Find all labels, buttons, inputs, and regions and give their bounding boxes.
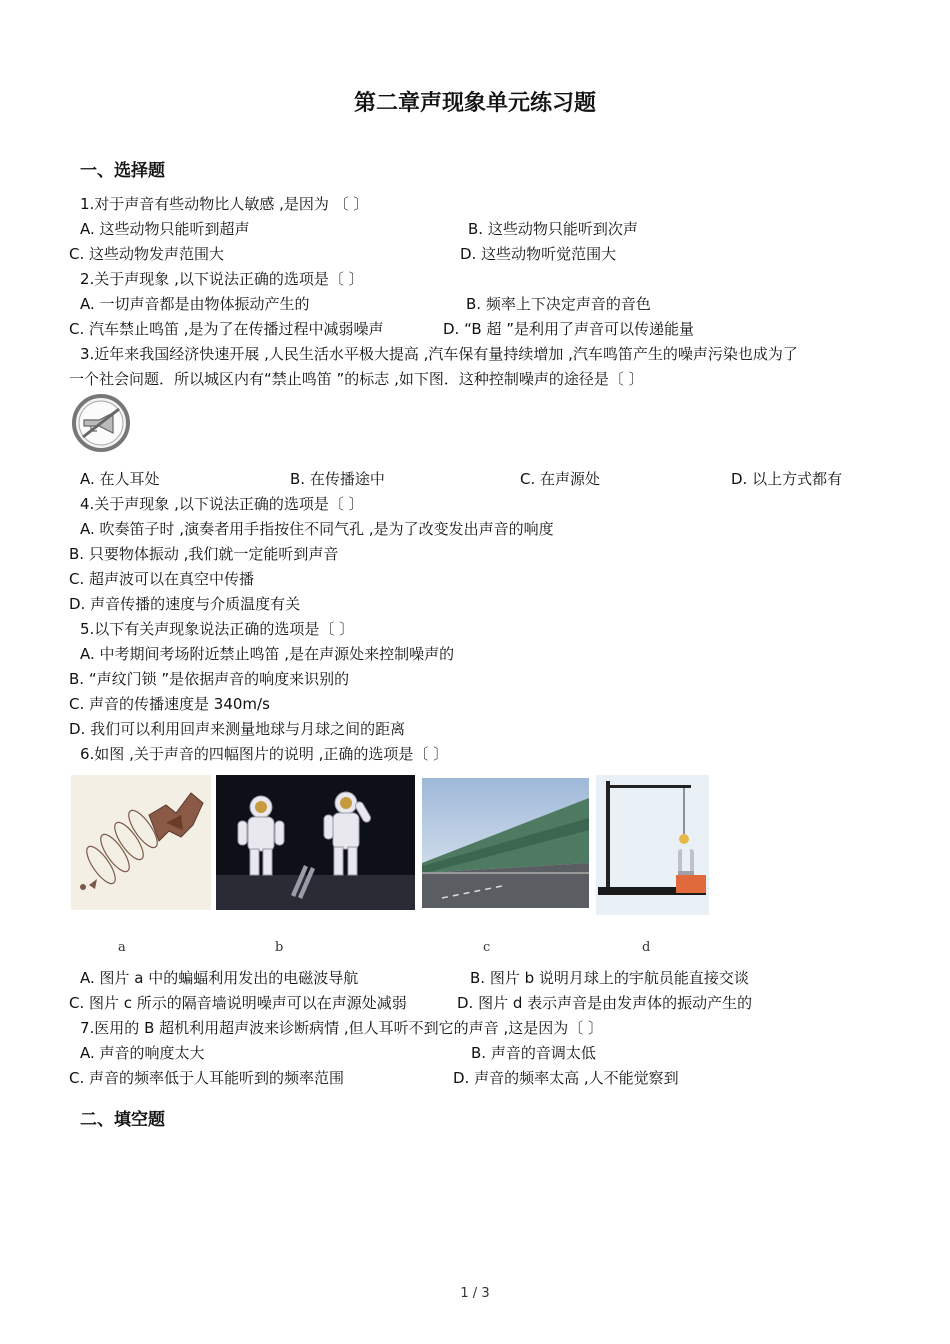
question-5-option-b: B. “声纹门锁 ”是依据声音的响度来识别的 [69,670,350,688]
question-3-option-b: B. 在传播途中 [290,470,385,488]
question-4-option-d: D. 声音传播的速度与介质温度有关 [69,595,301,613]
question-5-stem: 5.以下有关声现象说法正确的选项是〔 〕 [80,620,355,638]
question-2-option-a: A. 一切声音都是由物体振动产生的 [80,295,310,313]
highway-wall-icon [422,778,589,908]
question-1-option-d: D. 这些动物听觉范围大 [460,245,617,263]
page-number: 1 / 3 [460,1286,490,1301]
page-title: 第二章声现象单元练习题 [353,91,596,116]
tuning-fork-experiment-image [596,775,709,915]
astronaut-icon [216,775,415,910]
question-1-option-c: C. 这些动物发声范围大 [69,245,225,263]
question-4-stem: 4.关于声现象 ,以下说法正确的选项是〔 〕 [80,495,364,513]
question-2-option-b: B. 频率上下决定声音的音色 [466,295,651,313]
question-1-stem: 1.对于声音有些动物比人敏感 ,是因为 〔 〕 [80,195,369,213]
question-6-option-a: A. 图片 a 中的蝙蝠利用发出的电磁波导航 [80,969,359,987]
question-3-option-c: C. 在声源处 [520,470,601,488]
image-caption-c: c [483,940,491,955]
section-heading-choice: 一、选择题 [80,161,165,181]
no-honking-sign-image [69,393,133,453]
noise-barrier-wall-image [422,778,589,908]
image-caption-d: d [642,940,651,955]
question-6-stem: 6.如图 ,关于声音的四幅图片的说明 ,正确的选项是〔 〕 [80,745,449,763]
question-5-option-c: C. 声音的传播速度是 340m/s [69,695,270,713]
question-3-stem-line2: 一个社会问题．所以城区内有“禁止鸣笛 ”的标志 ,如下图．这种控制噪声的途径是〔 〕 [69,370,644,388]
question-1-option-a: A. 这些动物只能听到超声 [80,220,250,238]
question-7-option-d: D. 声音的频率太高 ,人不能觉察到 [453,1069,679,1087]
section-heading-fill-blank: 二、填空题 [80,1110,165,1130]
question-4-option-b: B. 只要物体振动 ,我们就一定能听到声音 [69,545,339,563]
question-5-option-a: A. 中考期间考场附近禁止鸣笛 ,是在声源处来控制噪声的 [80,645,455,663]
image-caption-a: a [118,940,126,955]
question-7-option-b: B. 声音的音调太低 [471,1044,596,1062]
question-7-option-a: A. 声音的响度太大 [80,1044,205,1062]
question-3-stem-line1: 3.近年来我国经济快速开展 ,人民生活水平极大提高 ,汽车保有量持续增加 ,汽车鸣笛产生的噪声污染也成为了 [80,345,798,363]
tuning-fork-icon [596,775,709,915]
image-caption-b: b [275,940,284,955]
question-7-stem: 7.医用的 B 超机利用超声波来诊断病情 ,但人耳听不到它的声音 ,这是因为〔 〕 [80,1019,603,1037]
question-6-option-d: D. 图片 d 表示声音是由发声体的振动产生的 [457,994,753,1012]
question-2-option-c: C. 汽车禁止鸣笛 ,是为了在传播过程中减弱噪声 [69,320,384,338]
question-2-option-d: D. “B 超 ”是利用了声音可以传递能量 [443,320,694,338]
question-7-option-c: C. 声音的频率低于人耳能听到的频率范围 [69,1069,345,1087]
question-5-option-d: D. 我们可以利用回声来测量地球与月球之间的距离 [69,720,406,738]
question-3-option-a: A. 在人耳处 [80,470,160,488]
question-4-option-c: C. 超声波可以在真空中传播 [69,570,255,588]
bat-icon [71,775,211,910]
question-4-option-a: A. 吹奏笛子时 ,演奏者用手指按住不同气孔 ,是为了改变发出声音的响度 [80,520,554,538]
question-6-option-b: B. 图片 b 说明月球上的宇航员能直接交谈 [470,969,749,987]
no-horn-icon [69,393,133,453]
astronauts-on-moon-image [216,775,415,910]
question-6-option-c: C. 图片 c 所示的隔音墙说明噪声可以在声源处减弱 [69,994,407,1012]
question-2-stem: 2.关于声现象 ,以下说法正确的选项是〔 〕 [80,270,364,288]
question-3-option-d: D. 以上方式都有 [731,470,843,488]
question-1-option-b: B. 这些动物只能听到次声 [468,220,638,238]
bat-echolocation-image [71,775,211,910]
